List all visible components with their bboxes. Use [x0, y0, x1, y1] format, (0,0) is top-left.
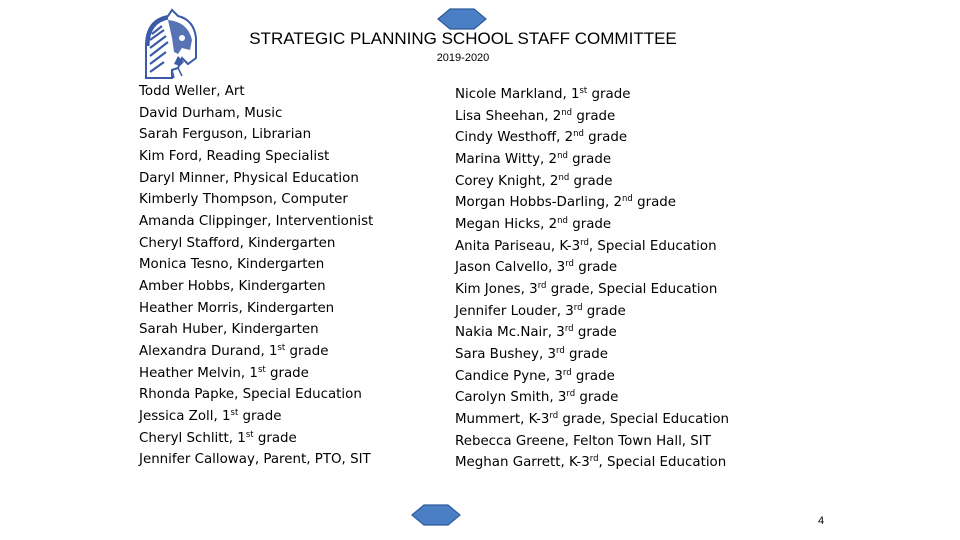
- staff-member-role: grade: [265, 365, 309, 381]
- staff-member-name: Monica Tesno, Kindergarten: [139, 257, 325, 273]
- staff-member-item: [139, 81, 373, 103]
- ordinal-suffix: nd: [558, 172, 570, 183]
- staff-member-item: [455, 106, 729, 128]
- staff-member-item: [139, 146, 373, 168]
- staff-member-item: [455, 279, 729, 301]
- staff-member-item: [139, 233, 373, 255]
- staff-member-role: grade: [582, 303, 626, 319]
- staff-member-name: Rhonda Papke, Special Education: [139, 387, 362, 403]
- staff-member-name: Lisa Sheehan, 2: [455, 108, 562, 124]
- ordinal-suffix: nd: [622, 194, 633, 205]
- staff-member-name: Heather Melvin, 1: [139, 365, 258, 381]
- staff-member-name: Rebecca Greene, Felton Town Hall, SIT: [455, 433, 711, 449]
- staff-member-item: [139, 384, 373, 406]
- ordinal-suffix: rd: [573, 302, 583, 313]
- hexagon-nav-icon[interactable]: [437, 8, 487, 30]
- staff-member-name: Nicole Markland, 1: [455, 87, 580, 102]
- staff-member-role: grade: [571, 368, 615, 384]
- ordinal-suffix: rd: [564, 324, 574, 335]
- staff-member-item: [139, 276, 373, 298]
- staff-member-role: grade: [567, 151, 612, 167]
- staff-member-name: Alexandra Durand, 1: [139, 343, 278, 359]
- staff-member-name: Sarah Ferguson, Librarian: [139, 127, 312, 143]
- staff-member-item: [455, 149, 729, 171]
- staff-member-role: grade: [632, 195, 677, 211]
- staff-member-item: [139, 189, 373, 211]
- staff-member-item: [139, 124, 373, 146]
- ordinal-suffix: rd: [537, 280, 547, 291]
- staff-member-item: [455, 344, 729, 366]
- page-number: 4: [817, 515, 825, 527]
- staff-list-left: [139, 81, 373, 471]
- staff-member-role: grade: [253, 430, 297, 446]
- staff-member-name: Amber Hobbs, Kindergarten: [139, 278, 326, 294]
- page-title: STRATEGIC PLANNING SCHOOL STAFF COMMITTEE: [249, 29, 677, 48]
- ordinal-suffix: rd: [562, 367, 572, 378]
- staff-member-item: [455, 192, 729, 214]
- ordinal-suffix: rd: [580, 237, 589, 248]
- staff-member-name: Nakia Mc.Nair, 3: [455, 325, 565, 341]
- staff-member-name: Kim Jones, 3: [455, 281, 538, 297]
- staff-member-item: [455, 366, 729, 388]
- ordinal-suffix: st: [245, 429, 254, 440]
- staff-member-name: Sarah Huber, Kindergarten: [139, 322, 319, 338]
- staff-member-role: grade: [587, 87, 631, 102]
- ordinal-suffix: rd: [549, 410, 559, 421]
- ordinal-suffix: st: [277, 342, 286, 353]
- staff-member-name: Jennifer Calloway, Parent, PTO, SIT: [139, 452, 371, 468]
- staff-member-name: Sara Bushey, 3: [455, 346, 557, 362]
- staff-member-name: Megan Hicks, 2: [455, 216, 558, 232]
- staff-member-item: [139, 254, 373, 276]
- staff-member-name: Jason Calvello, 3: [455, 260, 566, 276]
- page-subtitle: 2019-2020: [436, 52, 490, 64]
- ordinal-suffix: nd: [561, 107, 573, 118]
- staff-member-name: Heather Morris, Kindergarten: [139, 300, 335, 316]
- staff-member-name: Jennifer Louder, 3: [455, 303, 574, 319]
- staff-member-item: [139, 428, 373, 450]
- staff-member-item: [455, 322, 729, 344]
- staff-member-item: [139, 298, 373, 320]
- ordinal-suffix: st: [579, 86, 588, 96]
- ordinal-suffix: nd: [557, 150, 568, 161]
- ordinal-suffix: nd: [557, 215, 568, 226]
- staff-member-item: [139, 341, 373, 363]
- staff-member-name: Amanda Clippinger, Interventionist: [139, 213, 374, 229]
- staff-member-name: Cheryl Stafford, Kindergarten: [139, 235, 336, 251]
- staff-member-role: , Special Education: [598, 455, 727, 471]
- staff-member-name: Anita Pariseau, K-3: [455, 238, 581, 254]
- staff-member-item: [455, 84, 729, 106]
- staff-member-item: [139, 449, 373, 471]
- ordinal-suffix: st: [257, 364, 266, 375]
- staff-member-item: [139, 103, 373, 125]
- staff-member-role: grade: [238, 408, 282, 424]
- staff-member-name: Meghan Garrett, K-3: [455, 455, 590, 471]
- staff-member-role: , Special Education: [588, 238, 717, 254]
- staff-member-name: Cindy Westhoff, 2: [455, 130, 574, 146]
- staff-member-role: grade: [573, 260, 618, 276]
- staff-member-name: Daryl Minner, Physical Education: [139, 170, 359, 186]
- staff-member-item: [455, 301, 729, 323]
- staff-member-item: [139, 168, 373, 190]
- staff-member-name: Candice Pyne, 3: [455, 368, 563, 384]
- ordinal-suffix: st: [230, 407, 239, 418]
- staff-member-item: [455, 452, 729, 474]
- staff-member-item: [455, 257, 729, 279]
- staff-member-name: Corey Knight, 2: [455, 173, 559, 189]
- staff-member-role: grade: [572, 108, 616, 124]
- ordinal-suffix: rd: [565, 259, 574, 270]
- ordinal-suffix: nd: [573, 129, 584, 140]
- staff-member-name: Marina Witty, 2: [455, 151, 558, 167]
- hexagon-nav-icon[interactable]: [411, 504, 461, 526]
- staff-member-role: grade: [583, 130, 628, 146]
- ordinal-suffix: rd: [556, 345, 565, 356]
- staff-member-role: grade: [567, 216, 612, 232]
- staff-member-role: grade: [569, 173, 613, 189]
- staff-member-role: grade: [573, 325, 617, 341]
- staff-member-item: [455, 236, 729, 258]
- staff-member-item: [455, 387, 729, 409]
- staff-member-item: [139, 211, 373, 233]
- ordinal-suffix: rd: [566, 389, 576, 400]
- staff-member-role: grade: [575, 390, 619, 406]
- staff-member-item: [455, 431, 729, 453]
- staff-member-item: [455, 409, 729, 431]
- staff-member-item: [139, 363, 373, 385]
- staff-member-name: David Durham, Music: [139, 105, 283, 121]
- staff-member-name: Kim Ford, Reading Specialist: [139, 148, 330, 164]
- staff-member-name: Todd Weller, Art: [139, 84, 245, 99]
- staff-list-right: [455, 84, 729, 474]
- staff-member-name: Morgan Hobbs-Darling, 2: [455, 195, 623, 211]
- staff-member-item: [455, 171, 729, 193]
- staff-member-name: Jessica Zoll, 1: [139, 408, 231, 424]
- staff-member-role: grade, Special Education: [546, 281, 718, 297]
- staff-member-name: Cheryl Schlitt, 1: [139, 430, 246, 446]
- staff-member-item: [139, 406, 373, 428]
- staff-member-item: [139, 319, 373, 341]
- staff-member-name: Carolyn Smith, 3: [455, 390, 567, 406]
- staff-member-item: [455, 127, 729, 149]
- ordinal-suffix: rd: [589, 454, 599, 465]
- staff-member-role: grade: [285, 343, 329, 359]
- staff-member-name: Kimberly Thompson, Computer: [139, 192, 348, 208]
- staff-member-item: [455, 214, 729, 236]
- staff-member-role: grade, Special Education: [558, 411, 730, 427]
- staff-member-name: Mummert, K-3: [455, 411, 550, 427]
- staff-member-role: grade: [564, 346, 608, 362]
